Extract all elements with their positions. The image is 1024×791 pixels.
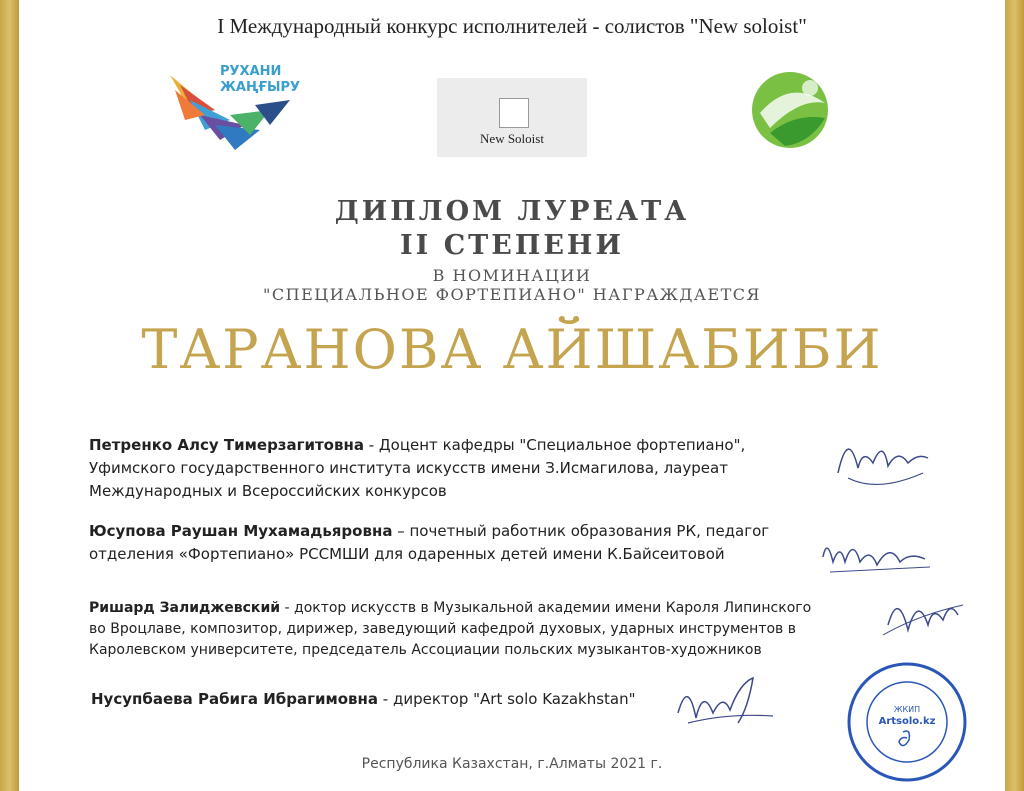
- jury-member-3: [89, 598, 829, 661]
- footer-location-date: Республика Казахстан, г.Алматы 2021 г.: [361, 756, 663, 772]
- signature-1: [828, 418, 938, 498]
- diploma-nomination-label: В НОМИНАЦИИ: [432, 266, 592, 285]
- jury-name: Петренко Алсу Тимерзагитовна: [89, 436, 364, 454]
- jury-name: Юсупова Раушан Мухамадьяровна: [89, 522, 393, 540]
- logo-center-brand: New Soloist: [480, 131, 544, 146]
- jury-desc: - Доцент кафедры "Специальное фортепиано", Уфимского государственного института искусств имени З.Исмагилова, лауреат Международных и Всероссийских конкурсов: [89, 436, 746, 500]
- jury-desc: - доктор искусств в Музыкальной академии имени Кароля Липинского во Вроцлаве, композитор, дирижер, заведующий кафедрой духовых, ударных инструментов в Каролевском университете, председатель Ассоциации польских музыкантов-художников: [89, 600, 812, 658]
- jury-member-1: [89, 434, 829, 503]
- jury-member-2: [89, 520, 829, 566]
- jury-name: Нусупбаева Рабига Ибрагимовна: [91, 690, 379, 708]
- rukhani-zhangyru-logo: [160, 55, 308, 155]
- jury-desc: - директор "Art solo Kazakhstan": [378, 690, 636, 708]
- jury-desc: – почетный работник образования РК, педагог отделения «Фортепиано» РССМШИ для одаренных детей имени К.Байсеитовой: [89, 522, 770, 563]
- signature-4: [668, 668, 778, 738]
- new-soloist-logo: [437, 78, 587, 157]
- student-union-logo: [740, 58, 840, 158]
- diploma-title: ДИПЛОМ ЛУРЕАТА: [334, 196, 690, 227]
- signature-3: [878, 585, 968, 645]
- gold-frame-right: [1005, 0, 1024, 791]
- treble-clef-icon: [499, 98, 529, 128]
- diploma-nomination: "СПЕЦИАЛЬНОЕ ФОРТЕПИАНО" НАГРАЖДАЕТСЯ: [263, 285, 761, 304]
- jury-name: Ришард Залиджевский: [89, 600, 281, 616]
- signature-2: [815, 527, 940, 587]
- gold-frame-left: [0, 0, 19, 791]
- logo-left-line2: ЖАҢҒЫРУ: [220, 80, 301, 95]
- treble-clef-icon: [899, 731, 909, 746]
- diploma-degree: II СТЕПЕНИ: [400, 230, 624, 261]
- winner-name: ТАРАНОВА АЙШАБИБИ: [141, 318, 883, 381]
- stamp-sub: ЖКИП: [893, 705, 921, 714]
- stamp-text: Artsolo.kz: [878, 716, 936, 727]
- competition-title: I Международный конкурс исполнителей - солистов "New soloist": [217, 14, 807, 38]
- logo-left-line1: РУХАНИ: [220, 64, 282, 79]
